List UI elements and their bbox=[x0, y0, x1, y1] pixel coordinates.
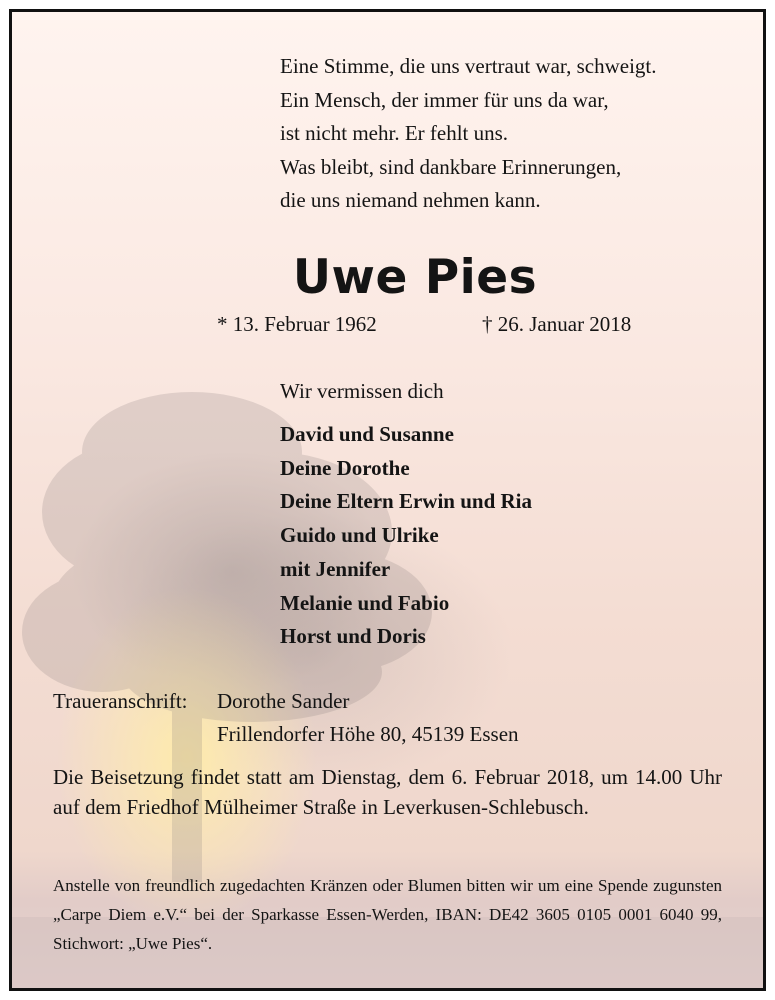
poem-line: Ein Mensch, der immer für uns da war, bbox=[280, 87, 609, 112]
mourners-list bbox=[280, 418, 532, 654]
mourner-name: Deine Dorothe bbox=[280, 455, 410, 480]
donation-info: Anstelle von freundlich zugedachten Kränzen oder Blumen bitten wir um eine Spende zugunsten „Carpe Diem e.V.“ bei der Sparkasse Essen-Werden, IBAN: DE42 3605 0105 0001 6040 99, Stichwort: „Uwe Pies“. bbox=[53, 876, 722, 953]
address-label: Traueranschrift: bbox=[53, 689, 188, 713]
deceased-name: Uwe Pies bbox=[292, 250, 538, 305]
mourner-name: Guido und Ulrike bbox=[280, 523, 439, 548]
obituary-notice bbox=[9, 9, 766, 991]
mourner-name: Horst und Doris bbox=[280, 624, 426, 649]
mourners-intro: Wir vermissen dich bbox=[280, 379, 444, 403]
mourner-name: mit Jennifer bbox=[280, 556, 391, 581]
birth-date: * 13. Februar 1962 bbox=[217, 312, 377, 336]
poem bbox=[280, 50, 656, 218]
poem-line: die uns niemand nehmen kann. bbox=[280, 188, 541, 212]
poem-line: ist nicht mehr. Er fehlt uns. bbox=[280, 121, 509, 145]
poem-line: Eine Stimme, die uns vertraut war, schweigt. bbox=[280, 54, 657, 78]
mourner-name: Melanie und Fabio bbox=[280, 590, 450, 615]
poem-line: Was bleibt, sind dankbare Erinnerungen, bbox=[280, 154, 622, 179]
death-date: † 26. Januar 2018 bbox=[482, 312, 632, 336]
burial-info: Die Beisetzung findet statt am Dienstag, dem 6. Februar 2018, um 14.00 Uhr auf dem Friedhof Mülheimer Straße in Leverkusen-Schlebusch. bbox=[53, 765, 722, 819]
address-name: Dorothe Sander bbox=[217, 689, 350, 713]
address-street: Frillendorfer Höhe 80, 45139 Essen bbox=[217, 722, 519, 746]
mourner-name: Deine Eltern Erwin und Ria bbox=[280, 489, 533, 514]
mourner-name: David und Susanne bbox=[280, 422, 454, 446]
